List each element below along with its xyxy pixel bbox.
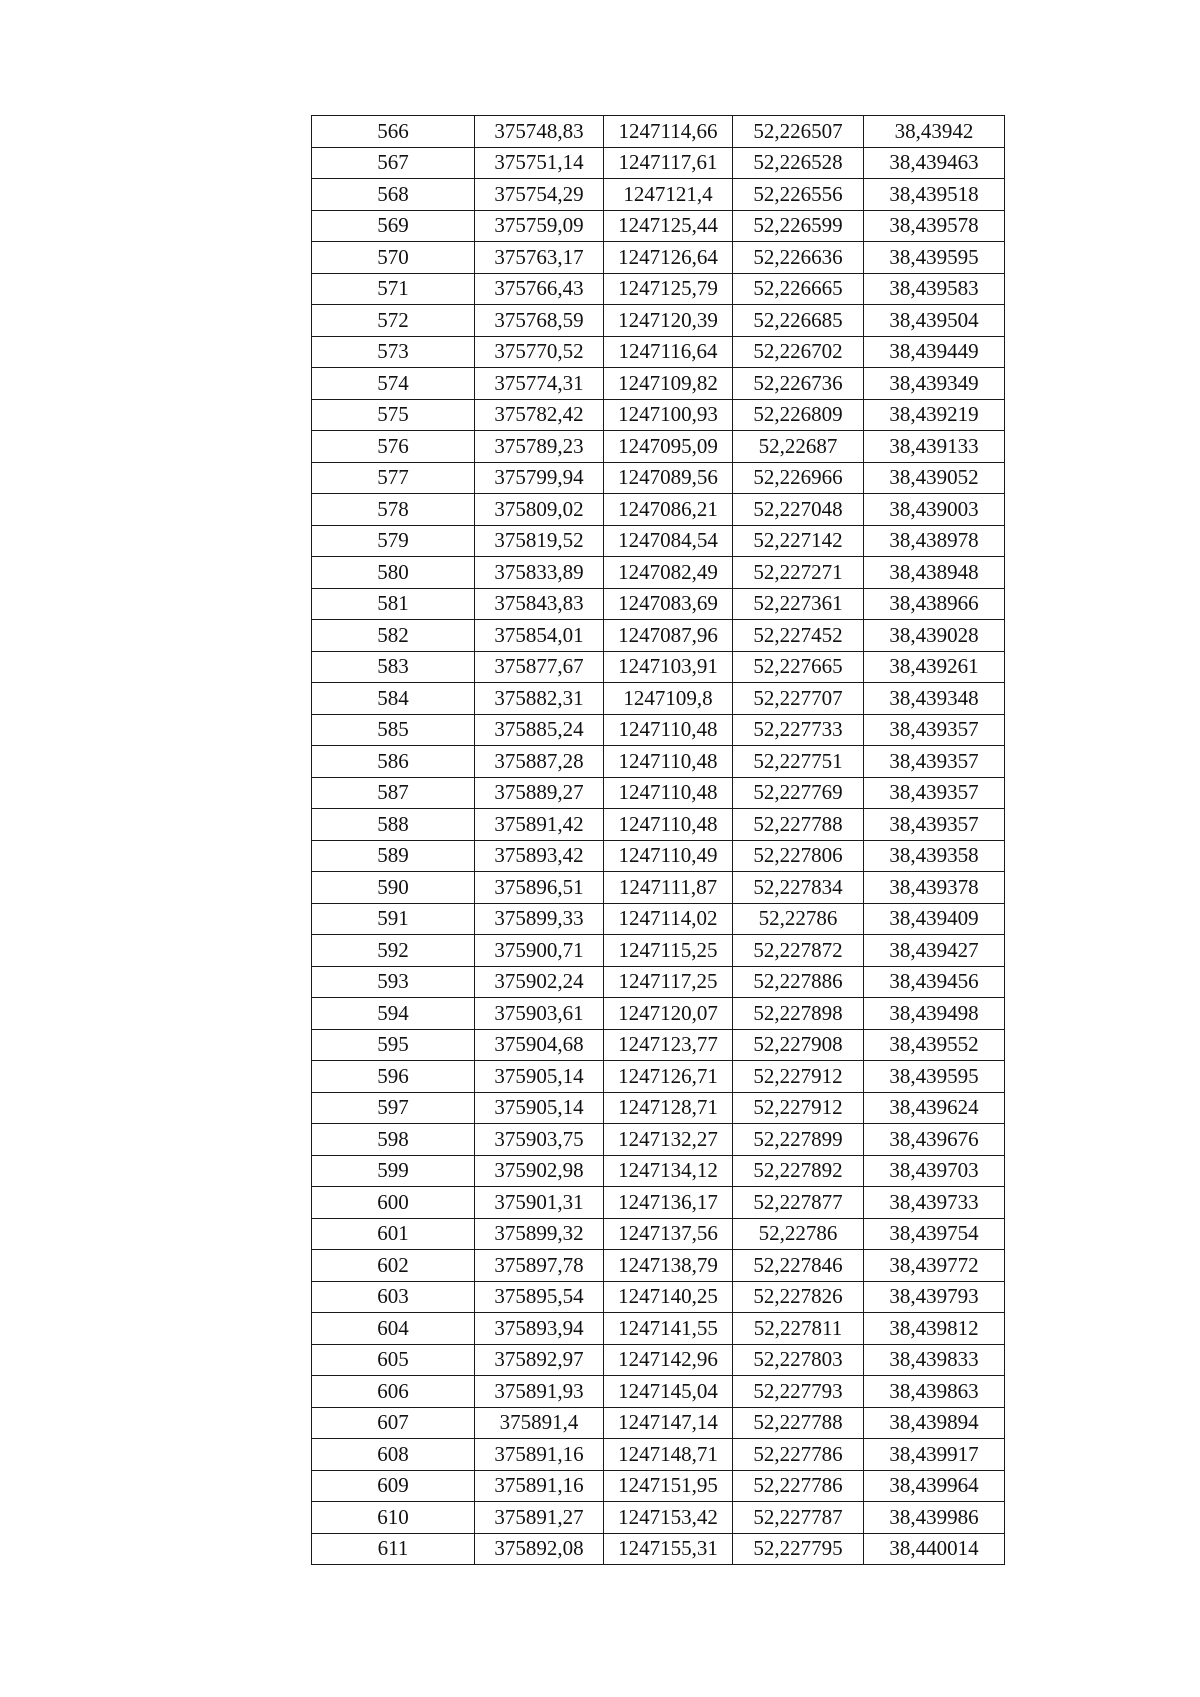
longitude-cell: 38,439219 [864,399,1005,431]
table-row [312,1407,1005,1439]
longitude-cell: 38,439894 [864,1407,1005,1439]
x-coordinate-cell: 375899,32 [475,1218,604,1250]
latitude-cell: 52,227872 [733,935,864,967]
point-number-cell: 609 [312,1470,475,1502]
longitude-cell: 38,439052 [864,462,1005,494]
longitude-cell: 38,439349 [864,368,1005,400]
latitude-cell: 52,226665 [733,273,864,305]
longitude-cell: 38,439449 [864,336,1005,368]
latitude-cell: 52,227834 [733,872,864,904]
table-row [312,714,1005,746]
x-coordinate-cell: 375905,14 [475,1061,604,1093]
latitude-cell: 52,227707 [733,683,864,715]
latitude-cell: 52,227908 [733,1029,864,1061]
point-number-cell: 582 [312,620,475,652]
longitude-cell: 38,439378 [864,872,1005,904]
y-coordinate-cell: 1247120,07 [604,998,733,1030]
point-number-cell: 570 [312,242,475,274]
table-row [312,935,1005,967]
y-coordinate-cell: 1247123,77 [604,1029,733,1061]
longitude-cell: 38,439357 [864,809,1005,841]
longitude-cell: 38,439703 [864,1155,1005,1187]
x-coordinate-cell: 375751,14 [475,147,604,179]
x-coordinate-cell: 375833,89 [475,557,604,589]
y-coordinate-cell: 1247137,56 [604,1218,733,1250]
x-coordinate-cell: 375774,31 [475,368,604,400]
y-coordinate-cell: 1247145,04 [604,1376,733,1408]
longitude-cell: 38,438948 [864,557,1005,589]
longitude-cell: 38,439358 [864,840,1005,872]
latitude-cell: 52,227912 [733,1092,864,1124]
x-coordinate-cell: 375896,51 [475,872,604,904]
latitude-cell: 52,227892 [733,1155,864,1187]
y-coordinate-cell: 1247155,31 [604,1533,733,1565]
x-coordinate-cell: 375903,75 [475,1124,604,1156]
longitude-cell: 38,439986 [864,1502,1005,1534]
x-coordinate-cell: 375759,09 [475,210,604,242]
latitude-cell: 52,227846 [733,1250,864,1282]
latitude-cell: 52,226702 [733,336,864,368]
latitude-cell: 52,227769 [733,777,864,809]
x-coordinate-cell: 375900,71 [475,935,604,967]
point-number-cell: 591 [312,903,475,935]
longitude-cell: 38,439583 [864,273,1005,305]
x-coordinate-cell: 375904,68 [475,1029,604,1061]
point-number-cell: 569 [312,210,475,242]
x-coordinate-cell: 375768,59 [475,305,604,337]
y-coordinate-cell: 1247082,49 [604,557,733,589]
point-number-cell: 581 [312,588,475,620]
coordinates-table [311,115,1005,1565]
x-coordinate-cell: 375892,97 [475,1344,604,1376]
y-coordinate-cell: 1247086,21 [604,494,733,526]
y-coordinate-cell: 1247095,09 [604,431,733,463]
table-row [312,368,1005,400]
latitude-cell: 52,227806 [733,840,864,872]
latitude-cell: 52,226507 [733,116,864,148]
longitude-cell: 38,43942 [864,116,1005,148]
point-number-cell: 603 [312,1281,475,1313]
point-number-cell: 605 [312,1344,475,1376]
table-row [312,1187,1005,1219]
table-row [312,998,1005,1030]
y-coordinate-cell: 1247121,4 [604,179,733,211]
table-row [312,809,1005,841]
longitude-cell: 38,439578 [864,210,1005,242]
table-row [312,746,1005,778]
y-coordinate-cell: 1247120,39 [604,305,733,337]
x-coordinate-cell: 375891,27 [475,1502,604,1534]
longitude-cell: 38,438966 [864,588,1005,620]
x-coordinate-cell: 375763,17 [475,242,604,274]
longitude-cell: 38,439498 [864,998,1005,1030]
latitude-cell: 52,227811 [733,1313,864,1345]
point-number-cell: 604 [312,1313,475,1345]
longitude-cell: 38,440014 [864,1533,1005,1565]
latitude-cell: 52,22786 [733,903,864,935]
x-coordinate-cell: 375892,08 [475,1533,604,1565]
y-coordinate-cell: 1247116,64 [604,336,733,368]
latitude-cell: 52,227733 [733,714,864,746]
point-number-cell: 589 [312,840,475,872]
y-coordinate-cell: 1247111,87 [604,872,733,904]
point-number-cell: 585 [312,714,475,746]
x-coordinate-cell: 375903,61 [475,998,604,1030]
table-row [312,116,1005,148]
x-coordinate-cell: 375891,16 [475,1470,604,1502]
longitude-cell: 38,439676 [864,1124,1005,1156]
latitude-cell: 52,227886 [733,966,864,998]
table-row [312,840,1005,872]
point-number-cell: 586 [312,746,475,778]
point-number-cell: 571 [312,273,475,305]
y-coordinate-cell: 1247083,69 [604,588,733,620]
x-coordinate-cell: 375782,42 [475,399,604,431]
longitude-cell: 38,439518 [864,179,1005,211]
y-coordinate-cell: 1247084,54 [604,525,733,557]
x-coordinate-cell: 375877,67 [475,651,604,683]
latitude-cell: 52,227048 [733,494,864,526]
y-coordinate-cell: 1247103,91 [604,651,733,683]
latitude-cell: 52,227826 [733,1281,864,1313]
table-row [312,1250,1005,1282]
table-row [312,620,1005,652]
x-coordinate-cell: 375748,83 [475,116,604,148]
table-row [312,1029,1005,1061]
y-coordinate-cell: 1247138,79 [604,1250,733,1282]
longitude-cell: 38,439357 [864,714,1005,746]
point-number-cell: 597 [312,1092,475,1124]
x-coordinate-cell: 375902,24 [475,966,604,998]
longitude-cell: 38,439595 [864,242,1005,274]
y-coordinate-cell: 1247128,71 [604,1092,733,1124]
latitude-cell: 52,227899 [733,1124,864,1156]
table-row [312,966,1005,998]
y-coordinate-cell: 1247125,44 [604,210,733,242]
y-coordinate-cell: 1247114,66 [604,116,733,148]
x-coordinate-cell: 375905,14 [475,1092,604,1124]
table-row [312,1344,1005,1376]
table-row [312,1061,1005,1093]
y-coordinate-cell: 1247148,71 [604,1439,733,1471]
longitude-cell: 38,439357 [864,746,1005,778]
y-coordinate-cell: 1247136,17 [604,1187,733,1219]
coordinates-table-body [312,116,1005,1565]
point-number-cell: 584 [312,683,475,715]
point-number-cell: 579 [312,525,475,557]
longitude-cell: 38,439552 [864,1029,1005,1061]
table-row [312,399,1005,431]
y-coordinate-cell: 1247110,49 [604,840,733,872]
table-row [312,903,1005,935]
table-row [312,1092,1005,1124]
table-row [312,336,1005,368]
x-coordinate-cell: 375893,94 [475,1313,604,1345]
table-row [312,525,1005,557]
x-coordinate-cell: 375882,31 [475,683,604,715]
y-coordinate-cell: 1247087,96 [604,620,733,652]
longitude-cell: 38,438978 [864,525,1005,557]
y-coordinate-cell: 1247109,82 [604,368,733,400]
longitude-cell: 38,439028 [864,620,1005,652]
x-coordinate-cell: 375770,52 [475,336,604,368]
latitude-cell: 52,227665 [733,651,864,683]
y-coordinate-cell: 1247110,48 [604,714,733,746]
x-coordinate-cell: 375893,42 [475,840,604,872]
point-number-cell: 567 [312,147,475,179]
latitude-cell: 52,227787 [733,1502,864,1534]
table-row [312,588,1005,620]
x-coordinate-cell: 375885,24 [475,714,604,746]
longitude-cell: 38,439754 [864,1218,1005,1250]
y-coordinate-cell: 1247110,48 [604,809,733,841]
y-coordinate-cell: 1247134,12 [604,1155,733,1187]
table-row [312,872,1005,904]
y-coordinate-cell: 1247147,14 [604,1407,733,1439]
y-coordinate-cell: 1247117,25 [604,966,733,998]
point-number-cell: 577 [312,462,475,494]
longitude-cell: 38,439772 [864,1250,1005,1282]
table-row [312,179,1005,211]
y-coordinate-cell: 1247109,8 [604,683,733,715]
latitude-cell: 52,227795 [733,1533,864,1565]
x-coordinate-cell: 375819,52 [475,525,604,557]
point-number-cell: 606 [312,1376,475,1408]
longitude-cell: 38,439812 [864,1313,1005,1345]
point-number-cell: 575 [312,399,475,431]
table-row [312,431,1005,463]
latitude-cell: 52,227793 [733,1376,864,1408]
longitude-cell: 38,439595 [864,1061,1005,1093]
table-row [312,242,1005,274]
point-number-cell: 598 [312,1124,475,1156]
table-row [312,273,1005,305]
latitude-cell: 52,227788 [733,809,864,841]
y-coordinate-cell: 1247115,25 [604,935,733,967]
x-coordinate-cell: 375809,02 [475,494,604,526]
latitude-cell: 52,227898 [733,998,864,1030]
point-number-cell: 594 [312,998,475,1030]
table-row [312,683,1005,715]
y-coordinate-cell: 1247114,02 [604,903,733,935]
table-row [312,1155,1005,1187]
y-coordinate-cell: 1247132,27 [604,1124,733,1156]
point-number-cell: 595 [312,1029,475,1061]
x-coordinate-cell: 375897,78 [475,1250,604,1282]
longitude-cell: 38,439003 [864,494,1005,526]
point-number-cell: 587 [312,777,475,809]
point-number-cell: 568 [312,179,475,211]
x-coordinate-cell: 375766,43 [475,273,604,305]
latitude-cell: 52,227452 [733,620,864,652]
latitude-cell: 52,227751 [733,746,864,778]
point-number-cell: 601 [312,1218,475,1250]
x-coordinate-cell: 375891,42 [475,809,604,841]
y-coordinate-cell: 1247110,48 [604,777,733,809]
latitude-cell: 52,227803 [733,1344,864,1376]
table-row [312,1313,1005,1345]
point-number-cell: 608 [312,1439,475,1471]
y-coordinate-cell: 1247126,71 [604,1061,733,1093]
table-row [312,305,1005,337]
point-number-cell: 592 [312,935,475,967]
y-coordinate-cell: 1247126,64 [604,242,733,274]
point-number-cell: 573 [312,336,475,368]
point-number-cell: 588 [312,809,475,841]
y-coordinate-cell: 1247141,55 [604,1313,733,1345]
longitude-cell: 38,439917 [864,1439,1005,1471]
x-coordinate-cell: 375891,16 [475,1439,604,1471]
latitude-cell: 52,226556 [733,179,864,211]
y-coordinate-cell: 1247110,48 [604,746,733,778]
table-row [312,462,1005,494]
x-coordinate-cell: 375889,27 [475,777,604,809]
table-row [312,1502,1005,1534]
latitude-cell: 52,227877 [733,1187,864,1219]
latitude-cell: 52,227786 [733,1439,864,1471]
y-coordinate-cell: 1247142,96 [604,1344,733,1376]
latitude-cell: 52,226809 [733,399,864,431]
longitude-cell: 38,439793 [864,1281,1005,1313]
longitude-cell: 38,439456 [864,966,1005,998]
y-coordinate-cell: 1247117,61 [604,147,733,179]
point-number-cell: 572 [312,305,475,337]
longitude-cell: 38,439863 [864,1376,1005,1408]
x-coordinate-cell: 375902,98 [475,1155,604,1187]
x-coordinate-cell: 375899,33 [475,903,604,935]
longitude-cell: 38,439357 [864,777,1005,809]
x-coordinate-cell: 375895,54 [475,1281,604,1313]
y-coordinate-cell: 1247125,79 [604,273,733,305]
table-row [312,1439,1005,1471]
longitude-cell: 38,439427 [864,935,1005,967]
point-number-cell: 599 [312,1155,475,1187]
longitude-cell: 38,439833 [864,1344,1005,1376]
latitude-cell: 52,227361 [733,588,864,620]
table-row [312,1281,1005,1313]
table-row [312,1376,1005,1408]
latitude-cell: 52,227788 [733,1407,864,1439]
x-coordinate-cell: 375891,93 [475,1376,604,1408]
point-number-cell: 580 [312,557,475,589]
table-row [312,1533,1005,1565]
table-row [312,210,1005,242]
point-number-cell: 596 [312,1061,475,1093]
x-coordinate-cell: 375854,01 [475,620,604,652]
x-coordinate-cell: 375887,28 [475,746,604,778]
longitude-cell: 38,439261 [864,651,1005,683]
latitude-cell: 52,22786 [733,1218,864,1250]
table-row [312,557,1005,589]
x-coordinate-cell: 375901,31 [475,1187,604,1219]
point-number-cell: 602 [312,1250,475,1282]
point-number-cell: 590 [312,872,475,904]
latitude-cell: 52,226528 [733,147,864,179]
point-number-cell: 611 [312,1533,475,1565]
longitude-cell: 38,439504 [864,305,1005,337]
table-row [312,1218,1005,1250]
longitude-cell: 38,439348 [864,683,1005,715]
point-number-cell: 593 [312,966,475,998]
latitude-cell: 52,226966 [733,462,864,494]
y-coordinate-cell: 1247151,95 [604,1470,733,1502]
point-number-cell: 607 [312,1407,475,1439]
latitude-cell: 52,226599 [733,210,864,242]
table-row [312,651,1005,683]
y-coordinate-cell: 1247153,42 [604,1502,733,1534]
longitude-cell: 38,439624 [864,1092,1005,1124]
point-number-cell: 583 [312,651,475,683]
x-coordinate-cell: 375789,23 [475,431,604,463]
y-coordinate-cell: 1247089,56 [604,462,733,494]
table-row [312,147,1005,179]
longitude-cell: 38,439409 [864,903,1005,935]
point-number-cell: 574 [312,368,475,400]
longitude-cell: 38,439463 [864,147,1005,179]
longitude-cell: 38,439733 [864,1187,1005,1219]
longitude-cell: 38,439133 [864,431,1005,463]
point-number-cell: 578 [312,494,475,526]
y-coordinate-cell: 1247100,93 [604,399,733,431]
table-row [312,777,1005,809]
y-coordinate-cell: 1247140,25 [604,1281,733,1313]
x-coordinate-cell: 375891,4 [475,1407,604,1439]
latitude-cell: 52,22687 [733,431,864,463]
latitude-cell: 52,226736 [733,368,864,400]
point-number-cell: 576 [312,431,475,463]
table-row [312,1470,1005,1502]
latitude-cell: 52,227142 [733,525,864,557]
latitude-cell: 52,226636 [733,242,864,274]
latitude-cell: 52,227786 [733,1470,864,1502]
x-coordinate-cell: 375754,29 [475,179,604,211]
longitude-cell: 38,439964 [864,1470,1005,1502]
table-row [312,494,1005,526]
point-number-cell: 610 [312,1502,475,1534]
latitude-cell: 52,227271 [733,557,864,589]
point-number-cell: 566 [312,116,475,148]
table-row [312,1124,1005,1156]
point-number-cell: 600 [312,1187,475,1219]
x-coordinate-cell: 375843,83 [475,588,604,620]
x-coordinate-cell: 375799,94 [475,462,604,494]
latitude-cell: 52,227912 [733,1061,864,1093]
latitude-cell: 52,226685 [733,305,864,337]
